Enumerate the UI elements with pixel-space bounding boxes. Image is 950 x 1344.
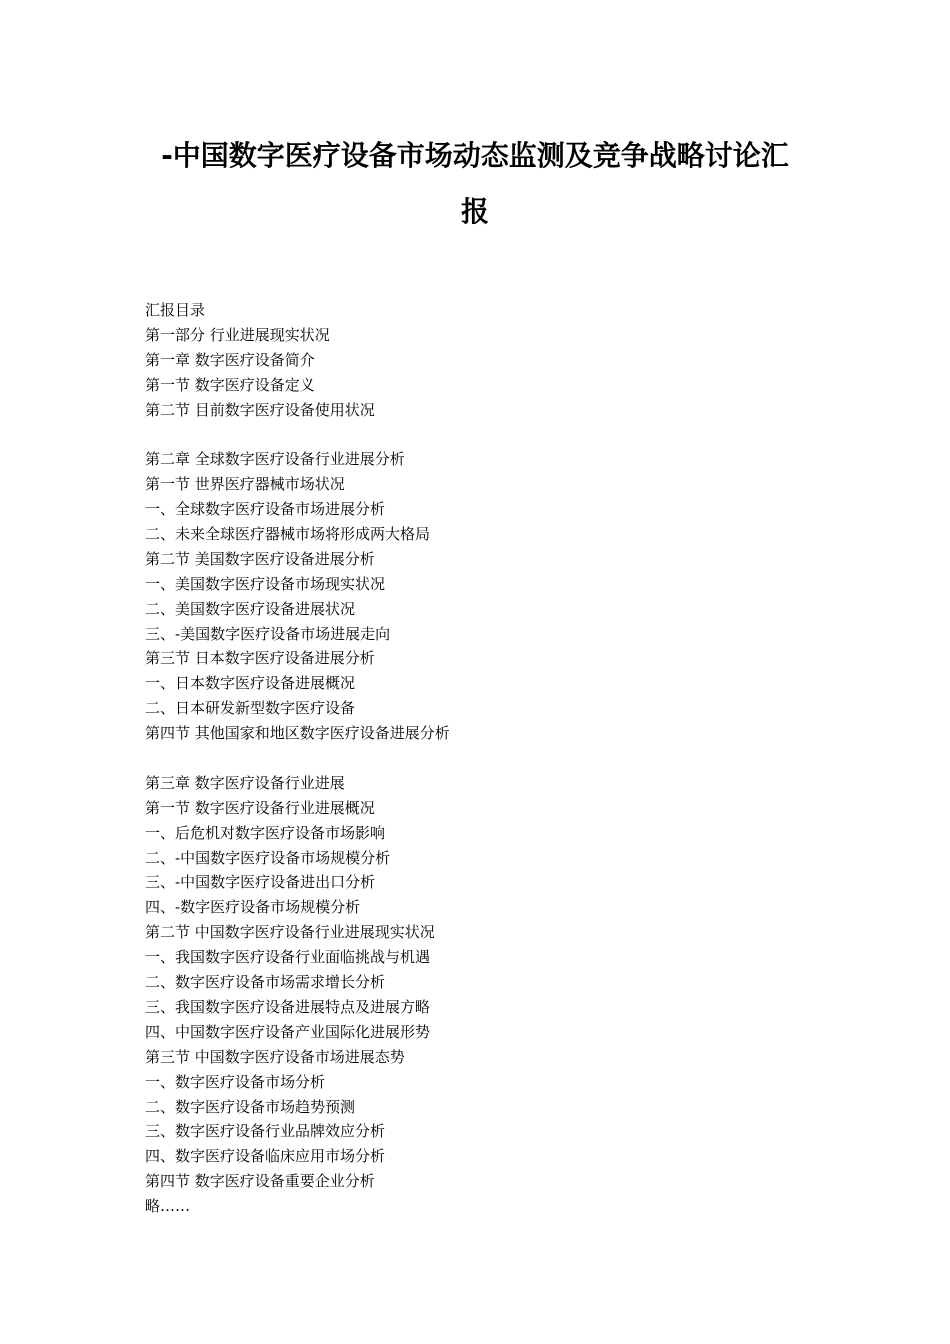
toc-entry: 一、后危机对数字医疗设备市场影响 xyxy=(145,823,386,842)
toc-entry: 三、我国数字医疗设备进展特点及进展方略 xyxy=(145,997,431,1016)
toc-entry: 四、数字医疗设备临床应用市场分析 xyxy=(145,1147,386,1166)
document-title-line-2: 报 xyxy=(460,195,489,228)
toc-entry: 二、数字医疗设备市场需求增长分析 xyxy=(145,973,386,992)
document-title xyxy=(100,128,850,240)
toc-entry: 略…… xyxy=(145,1197,191,1216)
toc-entry: 一、数字医疗设备市场分析 xyxy=(145,1072,326,1091)
toc-entry: 四、中国数字医疗设备产业国际化进展形势 xyxy=(145,1022,431,1041)
toc-entry: 第一部分 行业进展现实状况 xyxy=(145,325,330,344)
toc-entry: 第三章 数字医疗设备行业进展 xyxy=(145,773,345,792)
toc-entry: 第四节 其他国家和地区数字医疗设备进展分析 xyxy=(145,724,450,743)
toc-spacer xyxy=(145,422,825,447)
toc-heading: 汇报目录 xyxy=(145,301,206,319)
toc-entry: 一、日本数字医疗设备进展概况 xyxy=(145,674,356,693)
toc-entry: 第一节 世界医疗器械市场状况 xyxy=(145,475,345,494)
toc-entry: 第二节 中国数字医疗设备行业进展现实状况 xyxy=(145,923,435,942)
toc-entry: 第二节 目前数字医疗设备使用状况 xyxy=(145,400,375,419)
toc-entry: 二、数字医疗设备市场趋势预测 xyxy=(145,1097,356,1116)
toc-entry: 二、日本研发新型数字医疗设备 xyxy=(145,699,356,718)
toc-entry: 三、-美国数字医疗设备市场进展走向 xyxy=(145,624,391,643)
table-of-contents xyxy=(145,298,825,1219)
toc-entry: 第二章 全球数字医疗设备行业进展分析 xyxy=(145,450,405,469)
toc-entry: 一、全球数字医疗设备市场进展分析 xyxy=(145,500,386,519)
toc-entry: 第二节 美国数字医疗设备进展分析 xyxy=(145,549,375,568)
toc-entry: 二、美国数字医疗设备进展状况 xyxy=(145,599,356,618)
toc-entry: 四、-数字医疗设备市场规模分析 xyxy=(145,898,361,917)
toc-entry: 一、美国数字医疗设备市场现实状况 xyxy=(145,574,386,593)
toc-entry: 第一节 数字医疗设备定义 xyxy=(145,375,315,394)
toc-entry: 三、-中国数字医疗设备进出口分析 xyxy=(145,873,376,892)
toc-entry: 第四节 数字医疗设备重要企业分析 xyxy=(145,1172,375,1191)
toc-entry: 第三节 中国数字医疗设备市场进展态势 xyxy=(145,1047,405,1066)
toc-entry: 第一章 数字医疗设备简介 xyxy=(145,350,315,369)
toc-entry: 三、数字医疗设备行业品牌效应分析 xyxy=(145,1122,386,1141)
toc-entry: 二、-中国数字医疗设备市场规模分析 xyxy=(145,848,391,867)
toc-entry: 第一节 数字医疗设备行业进展概况 xyxy=(145,798,375,817)
toc-entry: 第三节 日本数字医疗设备进展分析 xyxy=(145,649,375,668)
toc-entry: 二、未来全球医疗器械市场将形成两大格局 xyxy=(145,525,431,544)
document-title-line-1: -中国数字医疗设备市场动态监测及竞争战略讨论汇 xyxy=(161,139,789,172)
toc-spacer xyxy=(145,746,825,771)
toc-entry: 一、我国数字医疗设备行业面临挑战与机遇 xyxy=(145,948,431,967)
